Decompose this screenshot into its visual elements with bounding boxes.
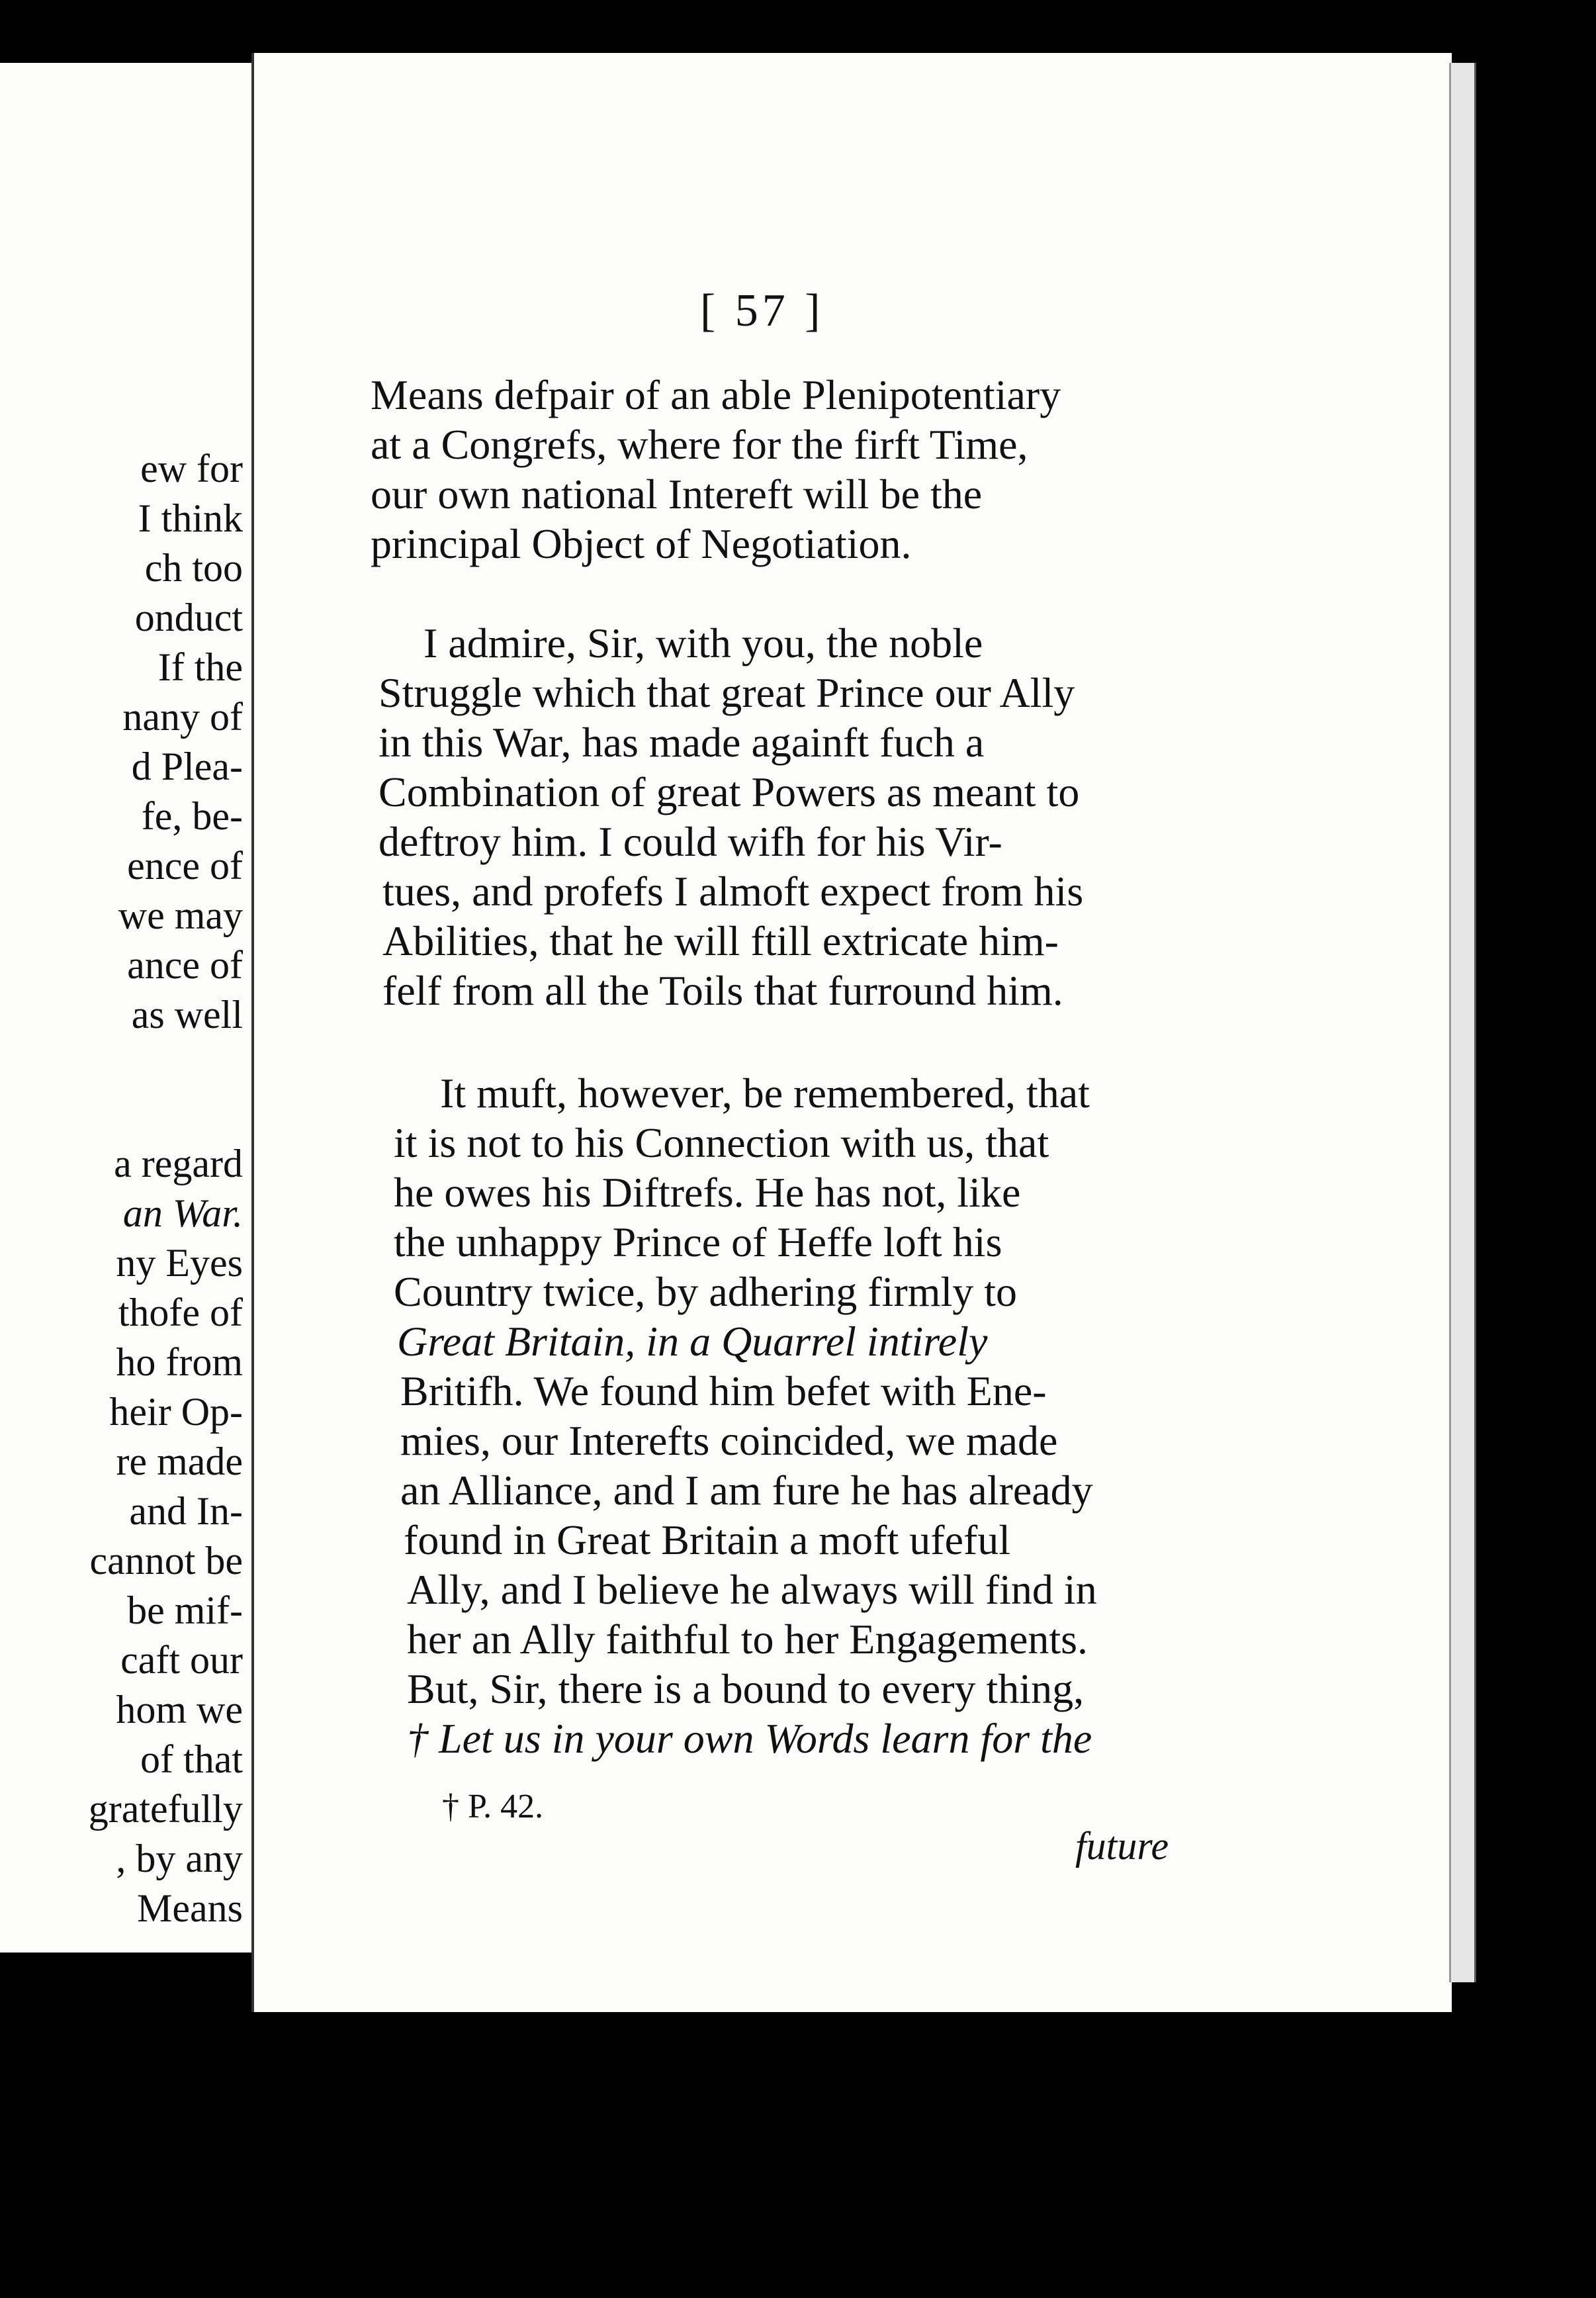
text-line: † Let us in your own Words learn for the [407,1715,1092,1762]
left-page-line: d Plea- [131,745,243,788]
catchword: future [1075,1824,1169,1868]
left-page-line: of that [140,1737,243,1781]
left-page-line: be mif- [127,1588,243,1632]
left-page-line: an War. [122,1191,243,1235]
text-line: he owes his Diftrefs. He has not, like [394,1169,1021,1216]
left-page-line: ance of [127,943,243,987]
left-page-line: as well [131,993,243,1036]
left-page-line: thofe of [118,1291,243,1334]
text-line: mies, our Interefts coincided, we made [400,1417,1058,1464]
text-line: our own national Intereft will be the [371,471,983,518]
text-line: Country twice, by adhering firmly to [394,1268,1018,1315]
footnote: † P. 42. [442,1788,544,1825]
left-page-line: ew for [140,447,243,490]
left-page-line: cannot be [89,1539,243,1583]
left-page [0,63,272,1953]
text-line: Abilities, that he will ftill extricate him- [382,917,1059,964]
left-page-line: caft our [120,1638,243,1682]
left-page-line: onduct [134,596,243,639]
text-line: Means defpair of an able Plenipotentiary [371,371,1061,418]
text-line: I admire, Sir, with you, the noble [423,620,983,666]
left-page-line: , by any [116,1837,243,1880]
text-line: principal Object of Negotiation. [371,520,912,567]
text-line: her an Ally faithful to her Engagements. [407,1616,1088,1663]
left-page-line: Means [137,1886,243,1930]
left-page-line: re made [116,1440,243,1483]
text-line: Struggle which that great Prince our Ally [378,669,1075,716]
text-line: It muft, however, be remembered, that [440,1070,1090,1117]
text-line: in this War, has made againft fuch a [378,719,985,766]
left-page-line: a regard [114,1142,243,1185]
left-page-line: ho from [116,1340,243,1384]
left-page-line: hom we [116,1688,243,1731]
left-page-line: heir Op- [109,1390,243,1434]
text-line: But, Sir, there is a bound to every thing, [407,1665,1085,1712]
text-line: felf from all the Toils that furround him. [382,967,1063,1014]
left-page-line: and In- [129,1489,243,1533]
page-edge [1449,63,1476,1982]
text-line: Combination of great Powers as meant to [378,768,1080,815]
left-page-line: ence of [127,844,243,888]
text-line: it is not to his Connection with us, that [394,1119,1049,1166]
text-line: Great Britain, in a Quarrel intirely [397,1318,988,1365]
left-page-line: I think [138,496,243,540]
text-line: Britifh. We found him befet with Ene- [400,1367,1047,1414]
left-page-line: nany of [122,695,243,739]
left-page-line: gratefully [88,1787,243,1831]
text-line: deftroy him. I could wifh for his Vir- [378,818,1002,865]
left-page-line: we may [118,894,243,937]
left-page-line: ch too [144,546,243,590]
text-line: tues, and profefs I almoft expect from his [382,868,1084,915]
left-page-line: fe, be- [141,794,243,838]
text-line: Ally, and I believe he always will find in [407,1566,1097,1613]
text-line: an Alliance, and I am fure he has already [400,1467,1093,1514]
text-line: found in Great Britain a moft ufeful [404,1516,1011,1563]
text-line: the unhappy Prince of Heffe loft his [394,1218,1002,1265]
left-page-line: ny Eyes [116,1241,243,1285]
text-line: at a Congrefs, where for the firft Time, [371,421,1028,468]
left-page-line: If the [157,645,243,689]
page-number: [ 57 ] [700,285,824,336]
